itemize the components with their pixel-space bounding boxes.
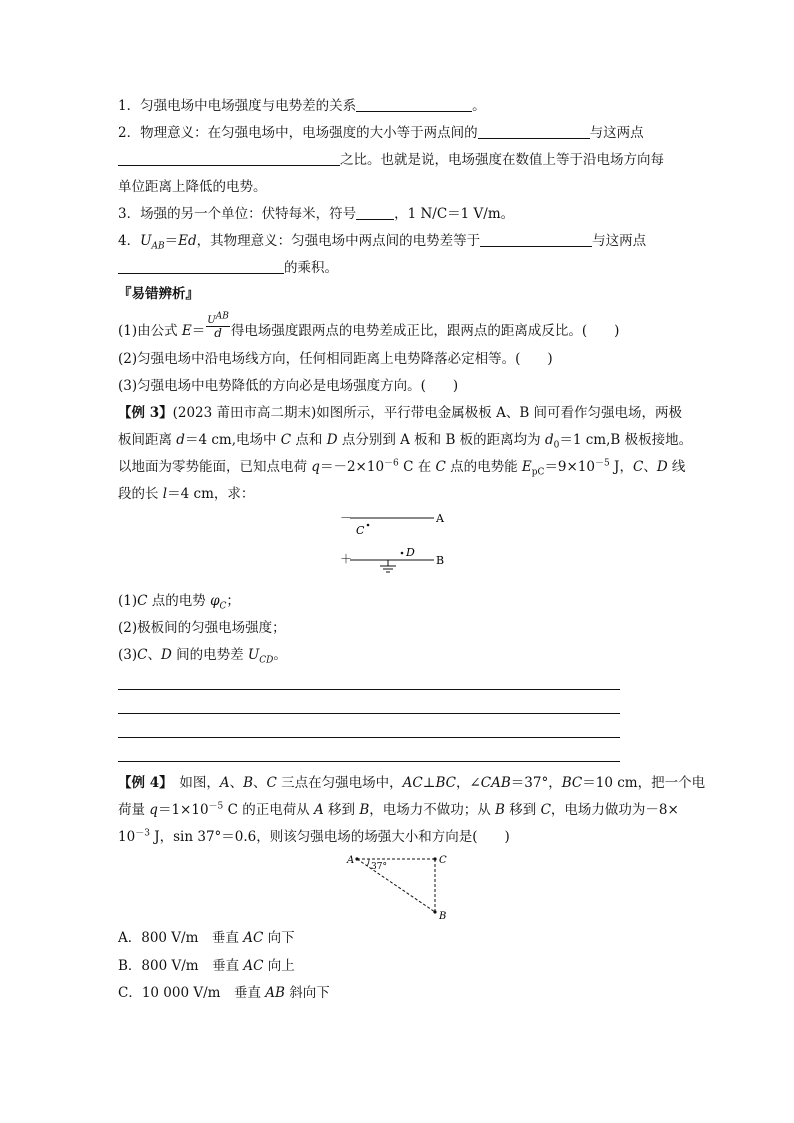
judge-item-1: (1)由公式 E＝ $\frac{U^{AB}}{d}$ 得电场强度跟两点的电势差成正比，跟两点的距离成反比。( ) [118,311,620,340]
plate-a-label: A [436,512,444,525]
section-title: 『易错辨析』 [118,286,199,302]
vertex-a-label: A [347,855,355,866]
plate-b-label: B [436,554,445,567]
example-3-question-2: (2)极板间的匀强电场强度； [118,620,286,636]
example-3-line-2: 板间距离 d＝4 cm,电场中 C 点和 D 点分别到 A 板和 B 板的距离均为 $d_0=1$ cm,B 极板接地。 [118,432,693,451]
vertex-b-label: B [439,911,447,922]
item-1-text: 1．匀强电场中电场强度与电势差的关系 [118,98,357,114]
item-2-line-3: 单位距离上降低的电势。 [118,179,267,195]
answer-line[interactable] [118,737,620,738]
item-1: 1．匀强电场中电场强度与电势差的关系 。 [118,98,486,114]
judge-item-2: (2)匀强电场中沿电场线方向，任何相同距离上电势降落必定相等。( ) [118,351,553,367]
item-4-line-1: 4．$U_{AB}=Ed$，其物理意义：匀强电场中两点间的电势差等于 与这两点 [118,233,647,252]
answer-line[interactable] [118,713,620,714]
answer-line[interactable] [118,761,620,762]
plus-sign: ＋ [340,552,353,566]
fraction-u-over-d: $\frac{U^{AB}}{d}$ [207,311,229,340]
answer-blank[interactable] [356,96,472,112]
point-d-label: D [406,546,415,559]
item-2-line-2: 之比。也就是说，电场强度在数值上等于沿电场方向每 [118,150,664,170]
answer-blank[interactable] [356,204,394,220]
judge-item-3: (3)匀强电场中电势降低的方向必是电场强度方向。( ) [118,378,459,394]
ground-symbol [380,560,396,572]
side-ab [357,859,435,912]
item-2-line-1: 2．物理意义：在匀强电场中，电场强度的大小等于两点间的 与这两点 [118,125,644,141]
example-3-line-1: 【例 3】(2023 莆田市高二期末)如图所示，平行带电金属极板 A、B 间可看作匀强电场，两极 [118,405,683,421]
option-a[interactable]: A．800 V/m 垂直 AC 向下 [118,930,295,946]
answer-blank[interactable] [478,123,590,139]
option-c[interactable]: C．10 000 V/m 垂直 AB 斜向下 [118,985,330,1001]
point-c-label: C [356,524,365,537]
answer-blank[interactable] [480,231,592,247]
option-b[interactable]: B．800 V/m 垂直 AC 向上 [118,958,295,974]
point-d-dot [401,552,404,555]
point-c-dot [367,524,370,527]
angle-arc [367,859,369,866]
example-3-line-4: 段的长 l＝4 cm，求： [118,486,255,502]
minus-sign: － [340,511,353,525]
example-3-question-3: (3)C、D 间的电势差 $U_{CD}$。 [118,647,287,666]
example-4-label: 【例 4】 [118,775,166,791]
item-3: 3．场强的另一个单位：伏特每米，符号 ，1 N/C＝1 V/m。 [118,206,515,222]
answer-blank[interactable] [118,150,340,166]
item-4-line-2: 的乘积。 [118,258,338,278]
example-4-line-3: $10^{-3}$ J，sin 37°＝0.6，则该匀强电场的场强大小和方向是( ) [118,828,510,845]
example-3-question-1: (1)C 点的电势 $\varphi_C$； [118,593,240,612]
answer-blank[interactable] [118,258,284,274]
capacitor-plates-figure [338,510,468,580]
triangle-abc-figure [343,852,453,922]
example-3-label: 【例 3】 [118,405,173,421]
answer-line[interactable] [118,689,620,690]
example-4-line-2: 荷量 $q=1\times 10^{-5}$ C 的正电荷从 A 移到 B，电场力不做功；从 B 移到 C，电场力做功为－8× [118,801,679,818]
vertex-c-label: C [439,855,447,866]
example-4-line-1: 【例 4】 如图，A、B、C 三点在匀强电场中，AC⊥BC，∠CAB＝37°，BC＝10 cm，把一个电 [118,775,706,791]
example-3-line-3: 以地面为零势能面，已知点电荷 $q=-2\times 10^{-6}$ C 在 C 点的电势能 $E_{pC}=9\times 10^{-5}$ J，C、D 线 [118,458,686,478]
angle-label: 37° [371,862,387,872]
